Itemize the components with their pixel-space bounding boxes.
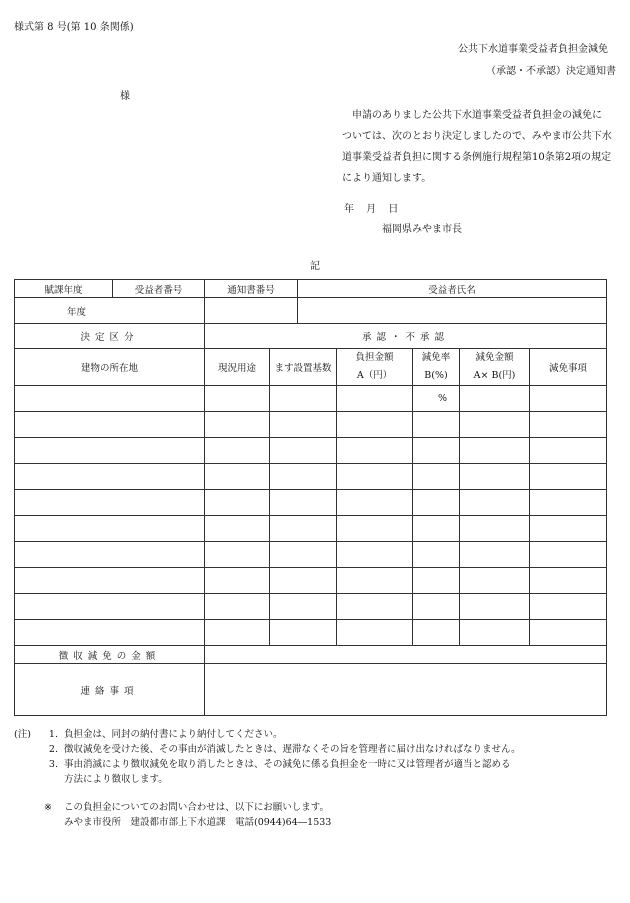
header-fiscal-year: 賦課年度 [15, 280, 113, 298]
header-basin-count: ます設置基数 [270, 349, 337, 386]
header-charge-amount-l1: 負担金額 [355, 352, 394, 363]
header-building-location: 建物の所在地 [15, 349, 205, 386]
table-row [15, 464, 607, 490]
header-beneficiary-name: 受益者氏名 [298, 280, 607, 298]
note-item [14, 772, 521, 787]
reduction-table [14, 279, 607, 716]
table-row [15, 594, 607, 620]
note-text: 方法により徴収します。 [64, 774, 168, 785]
table-row [15, 438, 607, 464]
notice-body [342, 105, 616, 189]
contact-items-label: 連絡事項 [15, 664, 205, 716]
inquiry-section [44, 800, 331, 830]
fiscal-year-cell: 年度 [15, 298, 205, 324]
header-reduction-items: 減免事項 [530, 349, 607, 386]
note-item [14, 757, 521, 772]
notes-section [14, 727, 521, 787]
note-text: 徴収減免を受けた後、その事由が消滅したときは、遅滞なくその旨を管理者に届け出なければなりません。 [64, 744, 521, 755]
inquiry-text: この負担金についてのお問い合わせは、以下にお願いします。 [64, 802, 330, 813]
note-number: 3. [48, 759, 58, 770]
ki-heading: 記 [310, 261, 320, 272]
note-text: 事由消滅により徴収減免を取り消したときは、その減免に係る負担金を一時に又は管理者が適当と認める [64, 759, 511, 770]
decision-value: 承認・不承認 [205, 324, 607, 349]
note-item [14, 742, 521, 757]
inquiry-contact: みやま市役所 建設都市部上下水道課 電話(0944)64―1533 [64, 817, 332, 828]
note-number: 2. [48, 744, 58, 755]
form-number: 様式第 8 号(第 10 条関係) [14, 22, 134, 33]
body-line: ついては、次のとおり決定しましたので、みやま市公共下水 [342, 131, 612, 142]
collection-reduction-value [205, 646, 607, 664]
body-line: により通知します。 [342, 173, 432, 184]
table-row [15, 620, 607, 646]
table-row [15, 516, 607, 542]
note-number: 1. [48, 729, 58, 740]
note-number [42, 772, 58, 787]
table-row [15, 568, 607, 594]
contact-items-value [205, 664, 607, 716]
header-notice-number: 通知書番号 [205, 280, 298, 298]
header-current-usage: 現況用途 [205, 349, 270, 386]
header-reduction-rate-l1: 減免率 [421, 352, 451, 363]
table-row [15, 542, 607, 568]
body-line: 申請のありました公共下水道事業受益者負担金の減免に [342, 110, 602, 121]
notice-number-cell [205, 298, 298, 324]
header-reduction-amount [460, 349, 530, 386]
notes-lead: (注) [14, 729, 31, 740]
table-row [15, 386, 607, 412]
recipient-honorific: 様 [120, 91, 130, 102]
note-item [14, 727, 521, 742]
beneficiary-name-cell [298, 298, 607, 324]
header-charge-amount [337, 349, 413, 386]
header-reduction-amount-l1: 減免金額 [475, 352, 514, 363]
header-beneficiary-number: 受益者番号 [113, 280, 205, 298]
date-line: 年 月 日 [344, 204, 399, 215]
collection-reduction-label: 徴収減免の金額 [15, 646, 205, 664]
header-reduction-amount-l2: A× B(円) [473, 370, 516, 381]
issuer-mayor: 福岡県みやま市長 [382, 224, 462, 235]
note-text: 負担金は、同封の納付書により納付してください。 [64, 729, 283, 740]
decision-label: 決定区分 [15, 324, 205, 349]
header-reduction-rate [413, 349, 460, 386]
table-row [15, 490, 607, 516]
header-charge-amount-l2: A（円） [356, 370, 393, 381]
document-title-line2: （承認・不承認）決定通知書 [486, 66, 616, 77]
table-row [15, 412, 607, 438]
reference-mark: ※ [44, 802, 52, 813]
percent-unit: % [413, 386, 460, 412]
header-reduction-rate-l2: B(%) [424, 370, 448, 381]
body-line: 道事業受益者負担に関する条例施行規程第10条第2項の規定 [342, 152, 612, 163]
document-title-line1: 公共下水道事業受益者負担金減免 [458, 44, 608, 55]
